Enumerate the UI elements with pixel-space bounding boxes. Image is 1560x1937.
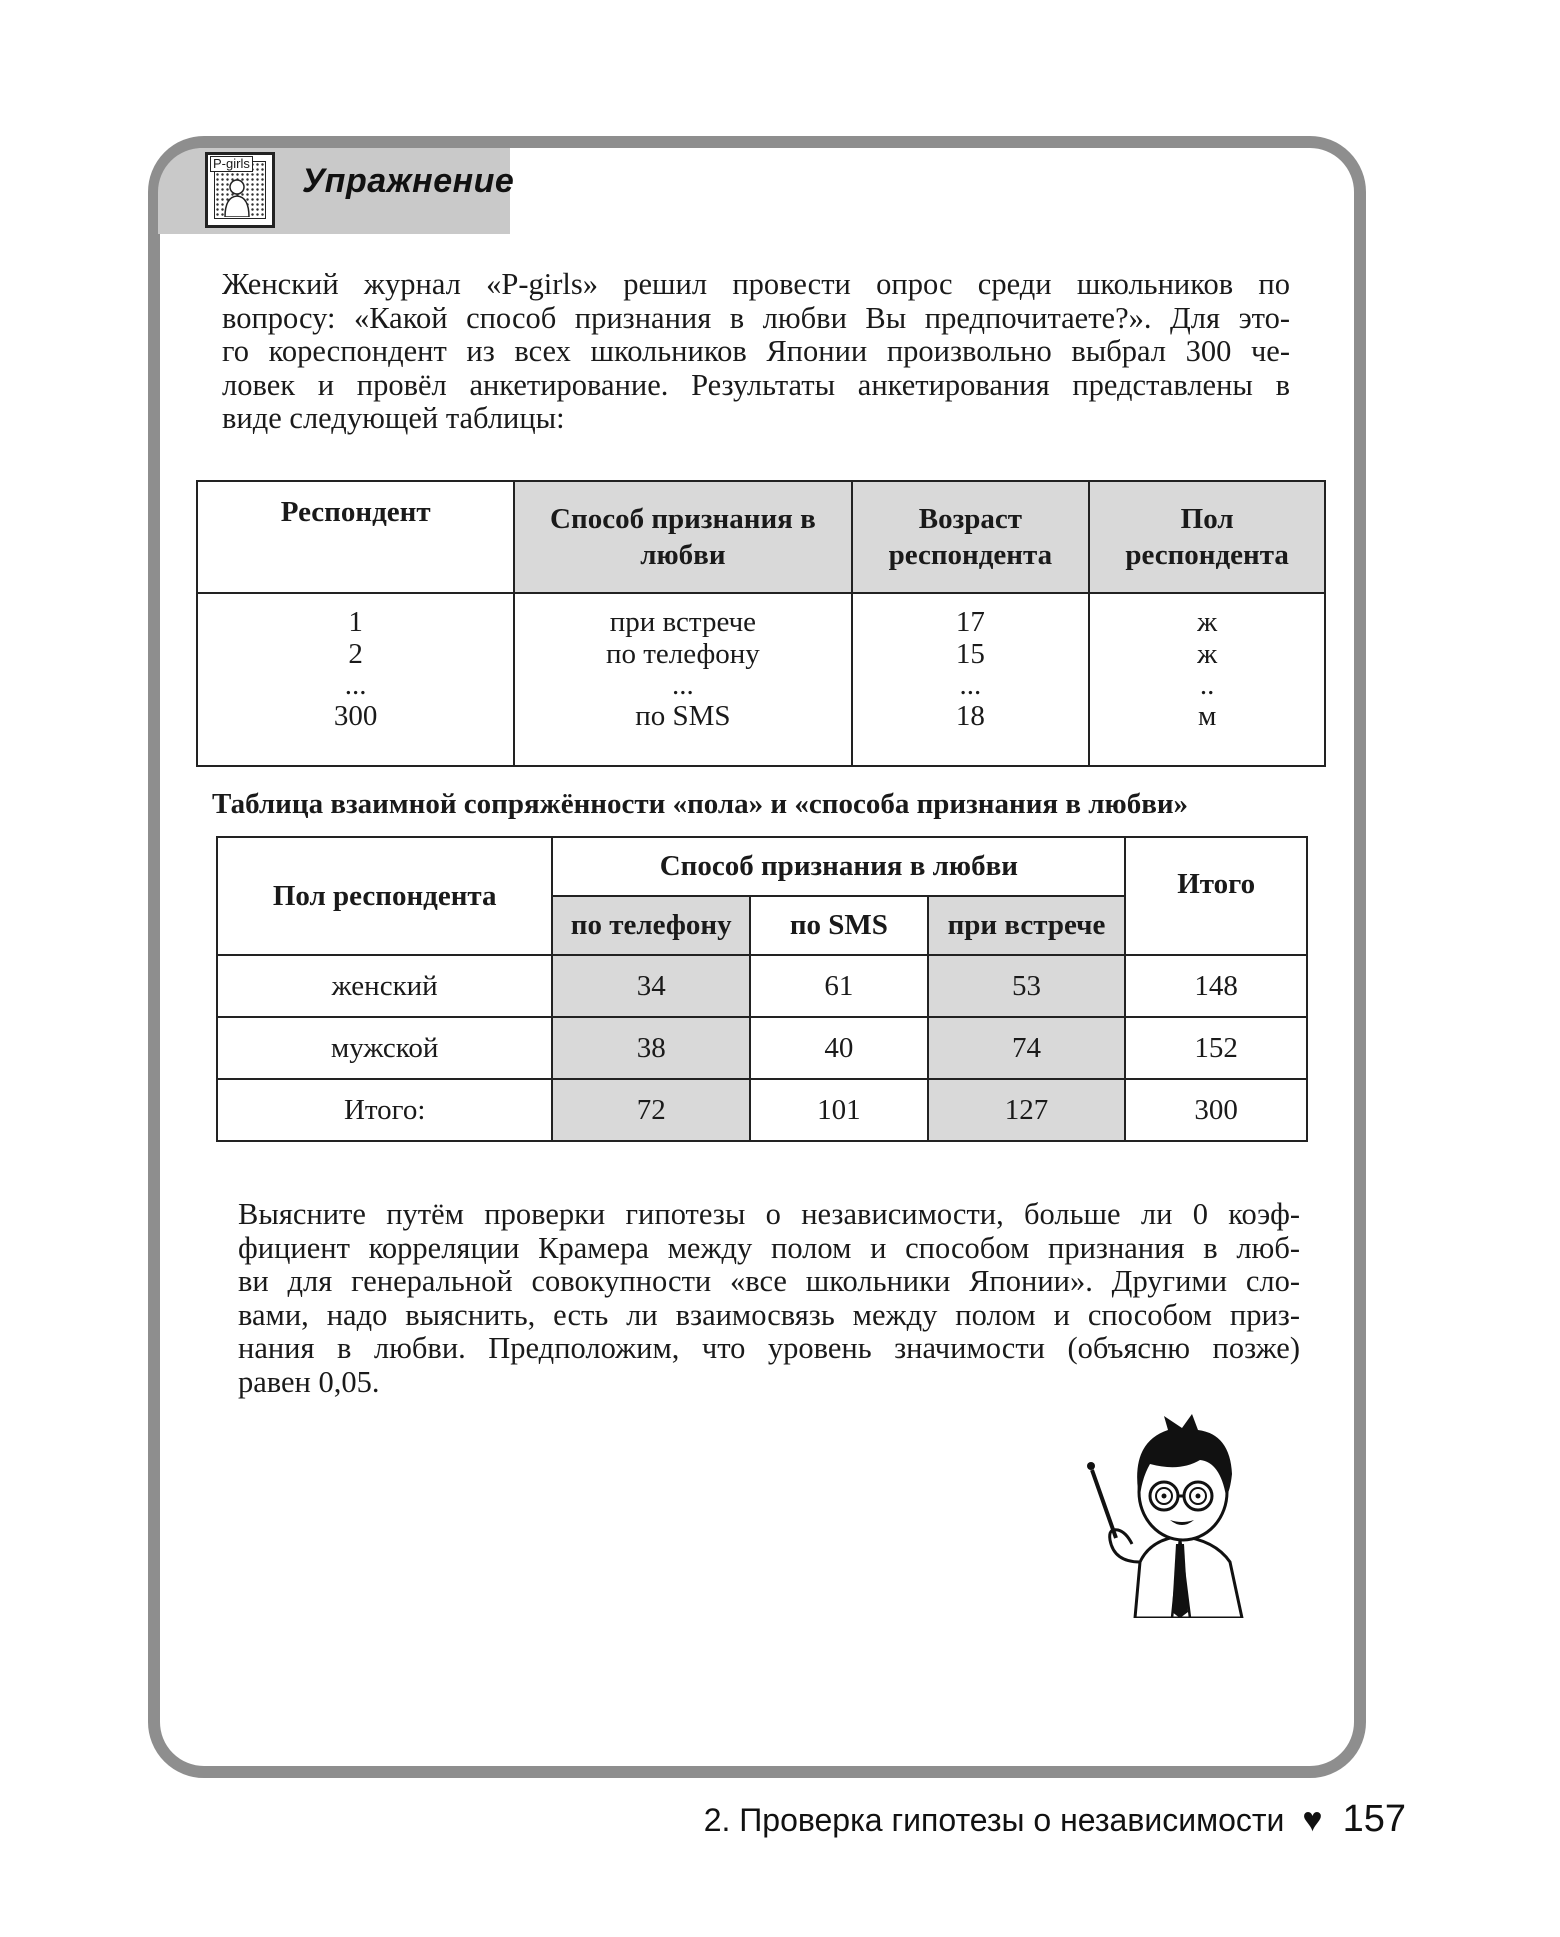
- method-cell: [514, 593, 851, 766]
- header-gender: Пол респондента: [1089, 481, 1325, 593]
- logo-person-icon: [224, 177, 250, 217]
- cell-value: ...: [672, 669, 694, 701]
- cell-value: 53: [928, 955, 1126, 1017]
- heart-icon: ♥: [1302, 1801, 1323, 1839]
- task-paragraph: [238, 1198, 1300, 1399]
- cell-value: 38: [552, 1017, 750, 1079]
- teacher-character-illustration: [1080, 1412, 1280, 1618]
- table-row: [217, 1017, 1307, 1079]
- cell-value: ..: [1199, 669, 1215, 701]
- header-age: Возраст респондента: [852, 481, 1090, 593]
- cell-value: 2: [348, 638, 363, 670]
- cell-value: ж: [1197, 638, 1218, 670]
- cell-value: ...: [959, 669, 982, 701]
- cell-value: по телефону: [605, 638, 760, 670]
- task-line: нания в любви. Предположим, что уровень значимости (объясню позже): [238, 1331, 1300, 1365]
- cell-value: при встрече: [609, 606, 757, 638]
- subheader-phone: по телефону: [552, 896, 750, 955]
- row-total: 148: [1125, 955, 1307, 1017]
- row-label: женский: [217, 955, 552, 1017]
- task-line: ви для генеральной совокупности «все школьники Японии». Другими сло-: [238, 1264, 1300, 1298]
- intro-line: виде следующей таблицы:: [222, 401, 565, 435]
- gender-cell: [1089, 593, 1325, 766]
- task-line: равен 0,05.: [238, 1364, 380, 1399]
- table-row: [217, 955, 1307, 1017]
- task-line: вами, надо выяснить, есть ли взаимосвязь между полом и способом приз-: [238, 1297, 1300, 1332]
- page-number: 157: [1342, 1798, 1406, 1840]
- cell-value: ...: [344, 669, 367, 701]
- subheader-in-person: при встрече: [928, 896, 1126, 955]
- task-line: фициент корреляции Крамера между полом и способом признания в люб-: [238, 1230, 1300, 1265]
- row-total: 300: [1125, 1079, 1307, 1141]
- header-method-group: Способ признания в любви: [552, 837, 1125, 896]
- row-label: Итого:: [217, 1079, 552, 1141]
- cell-value: ж: [1197, 606, 1218, 638]
- intro-line: вопросу: «Какой способ признания в любви Вы предпочитаете?». Для это-: [222, 300, 1290, 335]
- respondent-cell: [197, 593, 514, 766]
- contingency-table: [216, 836, 1308, 1142]
- page-footer: [704, 1798, 1406, 1841]
- cell-value: 61: [750, 955, 928, 1017]
- subheader-sms: по SMS: [750, 896, 928, 955]
- header-total: Итого: [1125, 837, 1307, 955]
- intro-line: го кореспондент из всех школьников Японии произвольно выбрал 300 че-: [222, 334, 1290, 368]
- contingency-caption: Таблица взаимной сопряжённости «пола» и «способа признания в любви»: [212, 788, 1189, 820]
- p-girls-logo: [205, 152, 275, 228]
- cell-value: 1: [348, 606, 363, 638]
- cell-value: 18: [955, 700, 985, 732]
- cell-value: 17: [955, 606, 985, 638]
- table-row: [197, 593, 1325, 766]
- cell-value: 72: [552, 1079, 750, 1141]
- header-respondent: Респондент: [197, 481, 514, 593]
- header-gender: Пол респондента: [217, 837, 552, 955]
- survey-table: [196, 480, 1326, 767]
- table-header-row: [217, 837, 1307, 896]
- row-total: 152: [1125, 1017, 1307, 1079]
- intro-line: ловек и провёл анкетирование. Результаты анкетирования представлены в: [222, 367, 1290, 402]
- cell-value: м: [1197, 700, 1217, 732]
- age-cell: [852, 593, 1090, 766]
- logo-text: P-girls: [210, 156, 253, 172]
- exercise-title: Упражнение: [302, 162, 515, 200]
- cell-value: 34: [552, 955, 750, 1017]
- cell-value: 40: [750, 1017, 928, 1079]
- cell-value: по SMS: [635, 700, 731, 732]
- cell-value: 101: [750, 1079, 928, 1141]
- table-row: [217, 1079, 1307, 1141]
- cell-value: 74: [928, 1017, 1126, 1079]
- table-header-row: [197, 481, 1325, 593]
- cell-value: 300: [333, 700, 378, 732]
- task-line: Выясните путём проверки гипотезы о независимости, больше ли 0 коэф-: [238, 1197, 1300, 1231]
- intro-paragraph: [222, 268, 1290, 436]
- intro-line: Женский журнал «P-girls» решил провести опрос среди школьников по: [222, 267, 1290, 301]
- row-label: мужской: [217, 1017, 552, 1079]
- header-method: Способ признания в любви: [514, 481, 851, 593]
- cell-value: 127: [928, 1079, 1126, 1141]
- chapter-title: 2. Проверка гипотезы о независимости: [703, 1802, 1285, 1838]
- cell-value: 15: [955, 638, 985, 670]
